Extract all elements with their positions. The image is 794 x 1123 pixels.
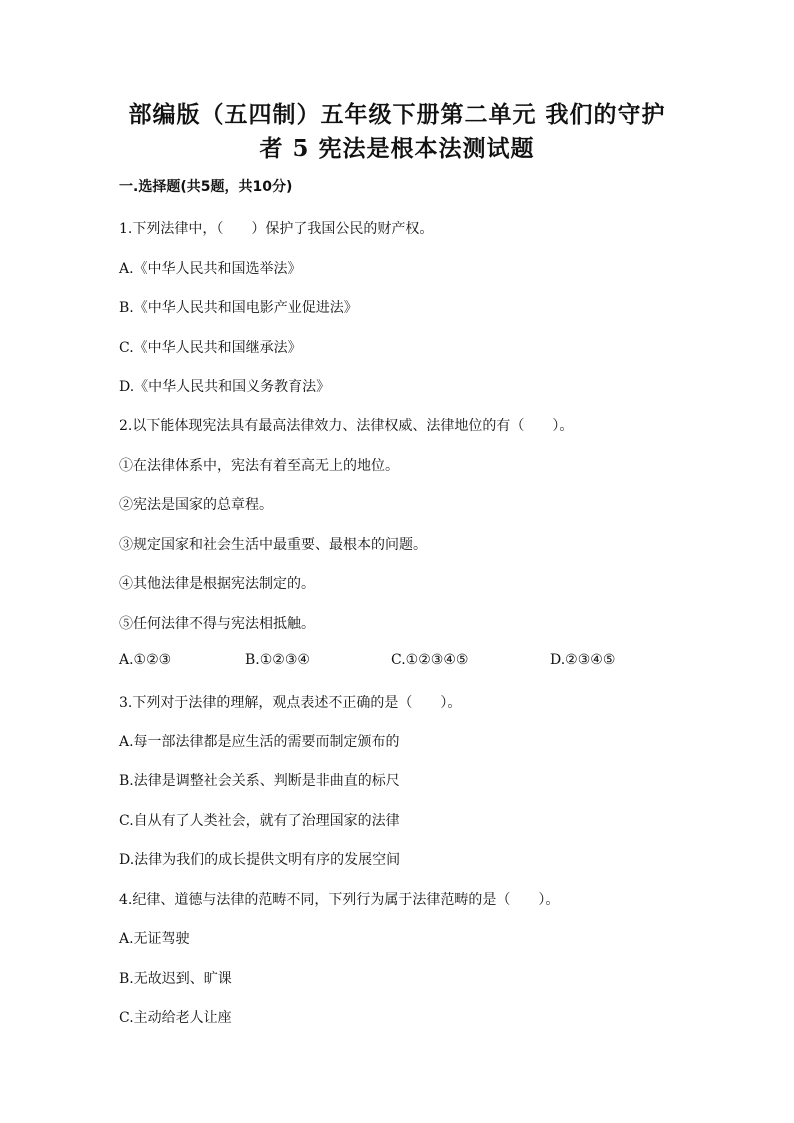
question-2-statement-5: ⑤任何法律不得与宪法相抵触。 [119, 616, 315, 632]
question-4-stem: 4.纪律、道德与法律的范畴不同，下列行为属于法律范畴的是（ ）。 [119, 892, 560, 908]
page-title-line-1: 部编版（五四制）五年级下册第二单元 我们的守护 [128, 101, 666, 128]
question-1-option-b: B.《中华人民共和国电影产业促进法》 [119, 300, 358, 316]
question-2-statement-3: ③规定国家和社会生活中最重要、最根本的问题。 [119, 537, 427, 553]
question-3-stem: 3.下列对于法律的理解，观点表述不正确的是（ ）。 [119, 695, 462, 711]
question-1-option-c: C.《中华人民共和国继承法》 [119, 340, 302, 356]
question-2-statement-2: ②宪法是国家的总章程。 [119, 497, 273, 513]
question-2-statement-4: ④其他法律是根据宪法制定的。 [119, 576, 315, 592]
question-4-option-a: A.无证驾驶 [119, 931, 190, 947]
question-2-option-c: C.①②③④⑤ [391, 652, 469, 668]
question-2-option-a: A.①②③ [119, 652, 172, 668]
question-2-option-b: B.①②③④ [245, 652, 310, 668]
question-1-option-a: A.《中华人民共和国选举法》 [119, 261, 302, 277]
question-3-option-a: A.每一部法律都是应生活的需要而制定颁布的 [119, 734, 400, 750]
question-1-stem: 1.下列法律中，（ ）保护了我国公民的财产权。 [119, 221, 434, 237]
question-3-option-d: D.法律为我们的成长提供文明有序的发展空间 [119, 852, 401, 868]
page-title-line-2: 者 5 宪法是根本法测试题 [259, 135, 535, 162]
question-1-option-d: D.《中华人民共和国义务教育法》 [119, 379, 331, 395]
section-heading: 一.选择题(共5题，共10分) [119, 179, 293, 195]
question-3-option-c: C.自从有了人类社会，就有了治理国家的法律 [119, 813, 400, 829]
question-3-option-b: B.法律是调整社会关系、判断是非曲直的标尺 [119, 773, 400, 789]
question-2-stem: 2.以下能体现宪法具有最高法律效力、法律权威、法律地位的有（ ）。 [119, 418, 574, 434]
question-4-option-c: C.主动给老人让座 [119, 1010, 232, 1026]
question-2-statement-1: ①在法律体系中，宪法有着至高无上的地位。 [119, 458, 399, 474]
question-4-option-b: B.无故迟到、旷课 [119, 971, 232, 987]
question-2-option-d: D.②③④⑤ [550, 652, 616, 668]
